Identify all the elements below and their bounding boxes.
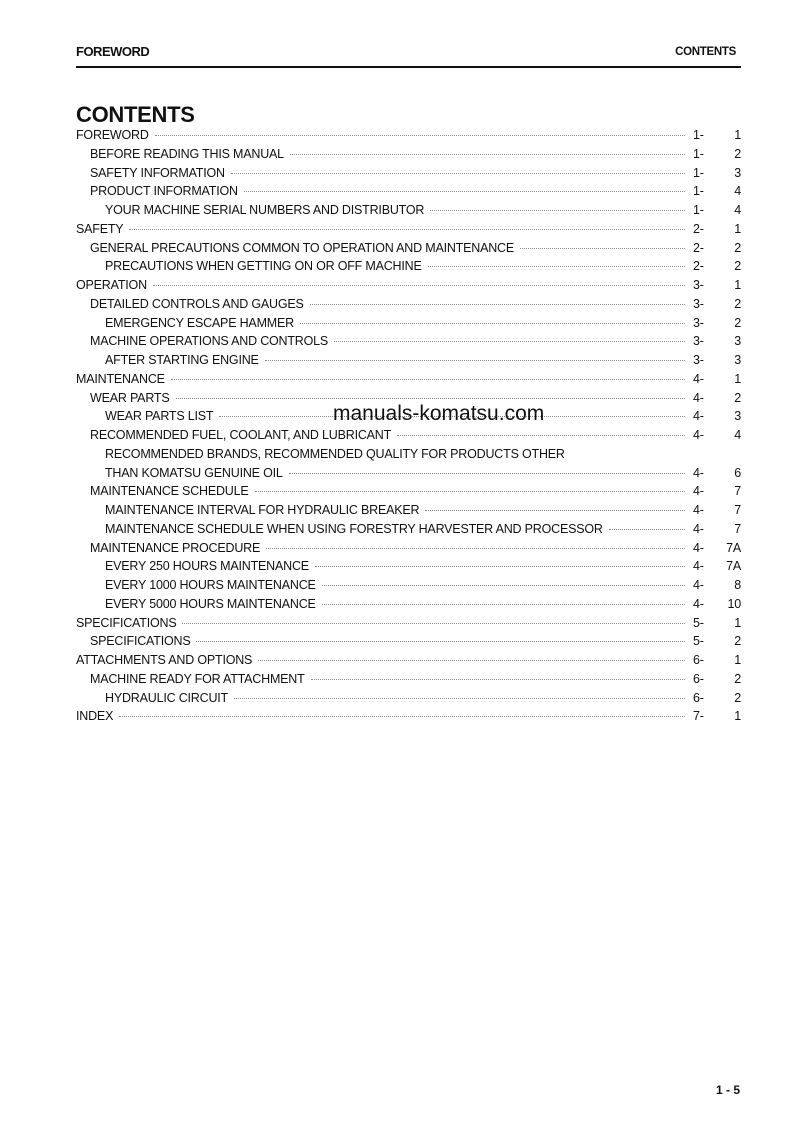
- toc-entry-page: [693, 691, 741, 705]
- page-number-in-chapter: 2: [734, 390, 741, 405]
- toc-entry-label: ATTACHMENTS AND OPTIONS: [76, 653, 253, 667]
- toc-entry[interactable]: [76, 222, 741, 241]
- page-number-in-chapter: 7: [734, 521, 741, 536]
- dot-leader: [300, 323, 685, 324]
- chapter-number: 2-: [693, 259, 704, 274]
- toc-entry-label: MACHINE READY FOR ATTACHMENT: [90, 671, 305, 686]
- toc-entry-label: OPERATION: [76, 278, 147, 292]
- toc-entry-label: SPECIFICATIONS: [76, 615, 177, 630]
- chapter-number: 3-: [693, 334, 704, 349]
- toc-entry[interactable]: [76, 578, 741, 597]
- page-number-in-chapter: 3: [734, 165, 741, 180]
- dot-leader: [322, 585, 685, 586]
- dot-leader: [609, 529, 685, 530]
- toc-entry-page: [693, 503, 741, 517]
- toc-entry-label: MAINTENANCE: [76, 371, 165, 386]
- chapter-number: 4-: [693, 371, 704, 386]
- toc-entry[interactable]: [76, 597, 741, 616]
- toc-entry[interactable]: [76, 447, 741, 466]
- dot-leader: [289, 473, 685, 474]
- page-number-in-chapter: 3: [734, 353, 741, 367]
- toc-entry[interactable]: [76, 709, 741, 728]
- chapter-number: 4-: [693, 521, 704, 536]
- chapter-number: 6-: [693, 671, 704, 686]
- dot-leader: [255, 491, 685, 492]
- chapter-number: 3-: [693, 278, 704, 292]
- dot-leader: [311, 679, 685, 680]
- toc-entry[interactable]: [76, 128, 741, 147]
- toc-entry-page: [693, 428, 741, 442]
- chapter-number: 2-: [693, 221, 704, 236]
- page-number-in-chapter: 2: [734, 671, 741, 686]
- page-number-in-chapter: 1: [734, 653, 741, 667]
- toc-entry[interactable]: [76, 147, 741, 166]
- toc-entry[interactable]: [76, 297, 741, 316]
- chapter-number: 4-: [693, 428, 704, 442]
- dot-leader: [425, 510, 685, 511]
- toc-entry[interactable]: [76, 691, 741, 710]
- toc-entry[interactable]: [76, 541, 741, 560]
- toc-entry-page: [693, 241, 741, 255]
- page-number-in-chapter: 1: [734, 615, 741, 630]
- toc-entry-page: [693, 222, 741, 236]
- page-number-in-chapter: 2: [734, 634, 741, 649]
- toc-entry-page: [693, 672, 741, 686]
- toc-entry[interactable]: [76, 353, 741, 372]
- toc-entry[interactable]: [76, 616, 741, 635]
- toc-entry[interactable]: [76, 166, 741, 185]
- toc-entry-label: EVERY 1000 HOURS MAINTENANCE: [105, 578, 316, 592]
- chapter-number: 5-: [693, 634, 704, 649]
- page-number-in-chapter: 1: [734, 709, 741, 724]
- chapter-number: 4-: [693, 484, 704, 499]
- toc-entry[interactable]: [76, 184, 741, 203]
- toc-entry-label: PRODUCT INFORMATION: [90, 184, 238, 199]
- toc-entry-page: [693, 522, 741, 536]
- toc-entry[interactable]: [76, 241, 741, 260]
- toc-entry-label: EMERGENCY ESCAPE HAMMER: [105, 315, 294, 330]
- toc-entry-label: HYDRAULIC CIRCUIT: [105, 690, 228, 705]
- toc-entry-label: AFTER STARTING ENGINE: [105, 353, 259, 367]
- chapter-number: 1-: [693, 128, 704, 142]
- page-number-in-chapter: 1: [734, 128, 741, 142]
- watermark: manuals-komatsu.com: [333, 402, 545, 425]
- toc-entry-label: THAN KOMATSU GENUINE OIL: [105, 465, 283, 480]
- dot-leader: [290, 154, 685, 155]
- page-number-in-chapter: 3: [734, 334, 741, 349]
- dot-leader: [322, 604, 685, 605]
- dot-leader: [315, 566, 685, 567]
- toc-entry-page: [693, 709, 741, 723]
- page-number: 1 - 5: [715, 1083, 740, 1097]
- toc-entry-page: [693, 409, 741, 423]
- toc-entry-label: WEAR PARTS: [90, 390, 170, 405]
- page-number-in-chapter: 2: [734, 315, 741, 330]
- page-number-in-chapter: 1: [734, 278, 741, 292]
- toc-entry[interactable]: [76, 466, 741, 485]
- toc-entry[interactable]: [76, 634, 741, 653]
- page-number-in-chapter: 1: [734, 371, 741, 386]
- toc-entry[interactable]: [76, 672, 741, 691]
- dot-leader: [182, 623, 685, 624]
- dot-leader: [196, 641, 685, 642]
- page-number-in-chapter: 10: [727, 596, 741, 611]
- toc-entry-label: RECOMMENDED BRANDS, RECOMMENDED QUALITY FOR PRODUCTS OTHER: [105, 446, 565, 461]
- dot-leader: [176, 398, 686, 399]
- chapter-number: 3-: [693, 353, 704, 367]
- toc-entry-page: [693, 166, 741, 180]
- toc-entry-page: [693, 297, 741, 311]
- table-of-contents: [76, 128, 741, 728]
- toc-entry-page: [693, 578, 741, 592]
- page-number-in-chapter: 4: [734, 428, 741, 442]
- chapter-number: 5-: [693, 615, 704, 630]
- toc-entry-label: BEFORE READING THIS MANUAL: [90, 146, 284, 161]
- dot-leader: [129, 229, 685, 230]
- page-number-in-chapter: 8: [734, 578, 741, 592]
- dot-leader: [234, 698, 685, 699]
- toc-entry[interactable]: [76, 653, 741, 672]
- chapter-number: 3-: [693, 296, 704, 311]
- page-number-in-chapter: 4: [734, 184, 741, 199]
- toc-entry-page: [693, 353, 741, 367]
- page-number-in-chapter: 3: [734, 409, 741, 424]
- toc-entry-page: [693, 203, 741, 217]
- toc-entry-label: MACHINE OPERATIONS AND CONTROLS: [90, 334, 329, 349]
- toc-entry-page: [693, 278, 741, 292]
- chapter-number: 4-: [693, 503, 704, 517]
- toc-entry-page: [693, 597, 741, 611]
- dot-leader: [153, 285, 685, 286]
- toc-entry-page: [693, 391, 741, 405]
- chapter-number: 1-: [693, 146, 704, 161]
- toc-entry-page: [693, 184, 741, 198]
- toc-entry-label: PRECAUTIONS WHEN GETTING ON OR OFF MACHINE: [105, 259, 422, 274]
- page-number-in-chapter: 2: [734, 259, 741, 274]
- page-number-in-chapter: 1: [734, 221, 741, 236]
- page-number-in-chapter: 2: [734, 240, 741, 255]
- dot-leader: [310, 304, 685, 305]
- toc-entry-label: DETAILED CONTROLS AND GAUGES: [90, 296, 304, 311]
- toc-entry-page: [693, 466, 741, 480]
- chapter-number: 6-: [693, 690, 704, 705]
- chapter-number: 4-: [693, 409, 704, 424]
- dot-leader: [155, 135, 685, 136]
- page-number-in-chapter: 2: [734, 296, 741, 311]
- page-number-in-chapter: 7: [734, 503, 741, 517]
- toc-entry-label: MAINTENANCE SCHEDULE WHEN USING FORESTRY HARVESTER AND PROCESSOR: [105, 521, 603, 536]
- toc-entry-page: [693, 541, 741, 555]
- chapter-number: 2-: [693, 240, 704, 255]
- header-rule: [76, 66, 741, 68]
- chapter-number: 4-: [693, 465, 704, 480]
- toc-entry[interactable]: [76, 203, 741, 222]
- header-section-title: FOREWORD: [76, 44, 150, 59]
- toc-entry[interactable]: [76, 484, 741, 503]
- toc-entry-label: SAFETY INFORMATION: [90, 165, 225, 180]
- dot-leader: [265, 360, 685, 361]
- chapter-number: 4-: [693, 540, 704, 555]
- page-number-in-chapter: 2: [734, 146, 741, 161]
- page-number-in-chapter: 4: [734, 203, 741, 217]
- chapter-number: 7-: [693, 709, 704, 724]
- dot-leader: [520, 248, 685, 249]
- toc-entry-label: MAINTENANCE INTERVAL FOR HYDRAULIC BREAKER: [105, 503, 420, 517]
- dot-leader: [428, 266, 685, 267]
- toc-entry-label: EVERY 250 HOURS MAINTENANCE: [105, 559, 309, 574]
- page-number-in-chapter: 7A: [726, 540, 741, 555]
- toc-entry-label: SPECIFICATIONS: [90, 634, 191, 649]
- dot-leader: [171, 379, 685, 380]
- dot-leader: [231, 173, 685, 174]
- chapter-number: 3-: [693, 315, 704, 330]
- dot-leader: [430, 210, 685, 211]
- page-number-in-chapter: 7: [734, 484, 741, 499]
- toc-entry-label: WEAR PARTS LIST: [105, 409, 214, 424]
- dot-leader: [266, 548, 685, 549]
- toc-entry-label: GENERAL PRECAUTIONS COMMON TO OPERATION AND MAINTENANCE: [90, 240, 515, 255]
- chapter-number: 1-: [693, 203, 704, 217]
- dot-leader: [119, 716, 685, 717]
- dot-leader: [334, 341, 685, 342]
- toc-entry-page: [693, 259, 741, 273]
- toc-entry-label: SAFETY: [76, 221, 124, 236]
- chapter-number: 4-: [693, 578, 704, 592]
- toc-entry-label: RECOMMENDED FUEL, COOLANT, AND LUBRICANT: [90, 428, 392, 442]
- toc-entry-label: YOUR MACHINE SERIAL NUMBERS AND DISTRIBUTOR: [105, 203, 425, 217]
- toc-entry-label: FOREWORD: [76, 128, 149, 142]
- toc-entry[interactable]: [76, 522, 741, 541]
- toc-entry[interactable]: [76, 259, 741, 278]
- toc-entry-page: [693, 653, 741, 667]
- chapter-number: 1-: [693, 184, 704, 199]
- chapter-number: 1-: [693, 165, 704, 180]
- toc-entry[interactable]: [76, 428, 741, 447]
- toc-entry-page: [693, 484, 741, 498]
- toc-entry-page: [693, 372, 741, 386]
- toc-entry-page: [693, 147, 741, 161]
- toc-entry-label: EVERY 5000 HOURS MAINTENANCE: [105, 596, 316, 611]
- toc-entry-label: MAINTENANCE SCHEDULE: [90, 484, 249, 499]
- dot-leader: [258, 660, 685, 661]
- toc-entry-page: [693, 616, 741, 630]
- page-number-in-chapter: 2: [734, 690, 741, 705]
- page-title: CONTENTS: [76, 102, 195, 127]
- chapter-number: 4-: [693, 596, 704, 611]
- toc-entry[interactable]: [76, 503, 741, 522]
- chapter-number: 6-: [693, 653, 704, 667]
- toc-entry-page: [693, 128, 741, 142]
- toc-entry[interactable]: [76, 316, 741, 335]
- toc-entry[interactable]: [76, 334, 741, 353]
- dot-leader: [244, 191, 685, 192]
- toc-entry-label: MAINTENANCE PROCEDURE: [90, 540, 261, 555]
- toc-entry-page: [693, 634, 741, 648]
- page-number-in-chapter: 7A: [726, 559, 741, 574]
- toc-entry-page: [693, 334, 741, 348]
- dot-leader: [397, 435, 685, 436]
- toc-entry-label: INDEX: [76, 709, 114, 724]
- toc-entry-page: [693, 316, 741, 330]
- toc-entry[interactable]: [76, 278, 741, 297]
- toc-entry[interactable]: [76, 372, 741, 391]
- header-chapter-title: CONTENTS: [675, 46, 736, 58]
- toc-entry[interactable]: [76, 559, 741, 578]
- chapter-number: 4-: [693, 559, 704, 574]
- page-number-in-chapter: 6: [734, 465, 741, 480]
- chapter-number: 4-: [693, 390, 704, 405]
- toc-entry-page: [693, 559, 741, 573]
